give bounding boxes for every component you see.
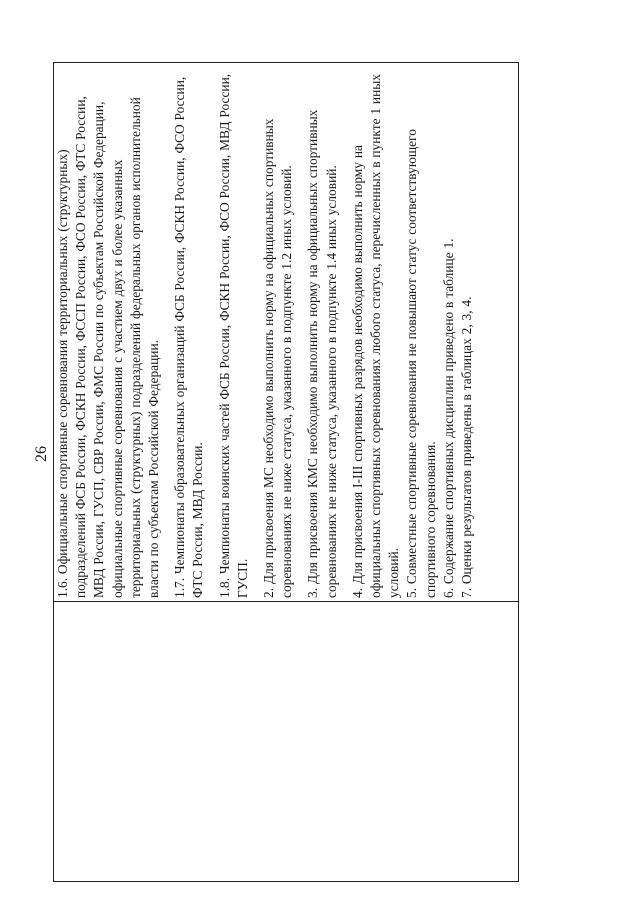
condition-item-4: 4. Для присвоения I-III спортивных разрядов необходимо выполнить норму на официальных спортивных соревнованиях любого статуса, перечисленных в пункте 1 иных условий. xyxy=(349,74,402,598)
condition-item-7: 7. Оценки результатов приведены в таблицах 2, 3, 4. xyxy=(459,296,475,598)
condition-item-1-6: 1.6. Официальные спортивные соревнования территориальных (структурных) подразделений ФСБ России, ФСКН России, ФССП России, ФСО России, ФТС России, МВД России, ГУСП, СВР России, ФМС России по субъектам Российской Федерации, официальные спортивные соревнования с участием двух и более указанных территориальных (структурных) подразделений федеральных органов исполнительной власти по субъектам Российской Федерации. xyxy=(55,96,162,598)
condition-item-5: 5. Совместные спортивные соревнования не повышают статус соответствующего спортивного соревнования. xyxy=(404,129,438,598)
table-right-cell xyxy=(54,63,518,601)
table-left-cell xyxy=(54,601,518,881)
condition-item-3: 3. Для присвоения КМС необходимо выполнить норму на официальных спортивных соревнованиях не ниже статуса, указанного в подпункте 1.4 иных условий. xyxy=(305,109,339,598)
condition-item-1-7: 1.7. Чемпионаты образовательных организаций ФСБ России, ФСКН России, ФСО России, ФТС России, МВД России. xyxy=(172,76,206,598)
page-number: 26 xyxy=(33,446,50,462)
condition-item-6: 6. Содержание спортивных дисциплин приведено в таблице 1. xyxy=(440,238,456,598)
conditions-table xyxy=(53,62,519,882)
condition-item-1-8: 1.8. Чемпионаты воинских частей ФСБ России, ФСКН России, ФСО России, МВД России, ГУСП. xyxy=(216,73,250,598)
condition-item-2: 2. Для присвоения МС необходимо выполнить норму на официальных спортивных соревнованиях не ниже статуса, указанного в подпункте 1.2 иных условий. xyxy=(261,118,295,598)
